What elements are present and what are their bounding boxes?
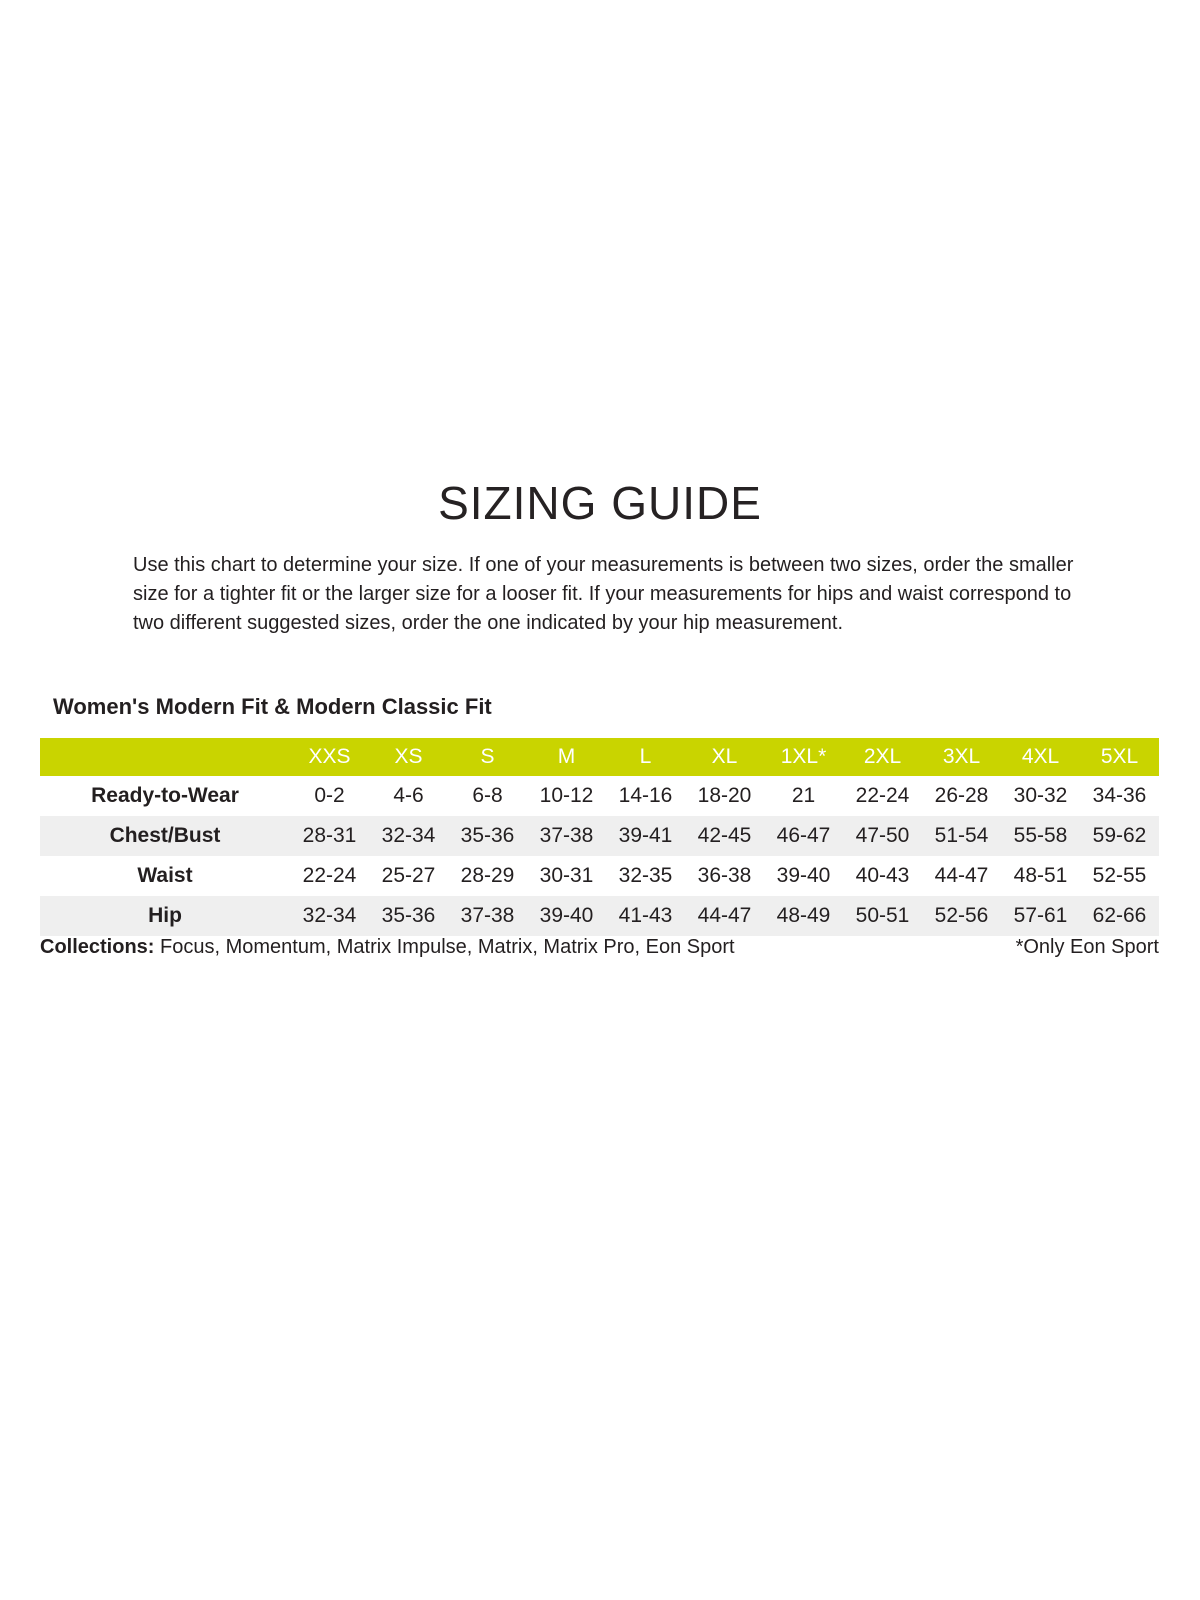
intro-line: size for a tighter fit or the larger size for a looser fit. If your measurements for hips and waist correspond to: [133, 583, 1072, 605]
size-table-cell: 37-38: [448, 896, 527, 936]
size-table-header-row: [40, 738, 1159, 776]
size-table-cell: 50-51: [843, 896, 922, 936]
size-table-cell: 6-8: [472, 784, 503, 807]
size-table-cell: 10-12: [539, 784, 594, 807]
size-table-cell: 28-31: [290, 816, 369, 856]
page-title: SIZING GUIDE: [438, 477, 762, 529]
size-table-row: [40, 856, 1159, 896]
size-table-cell: 0-2: [314, 784, 345, 807]
size-table-cell: 26-28: [934, 784, 989, 807]
size-table-cell: 35-36: [369, 896, 448, 936]
size-table-col-header: 5XL: [1080, 738, 1159, 776]
size-table-row: [40, 816, 1159, 856]
size-table-cell: 22-24: [302, 864, 357, 887]
size-table-cell: 51-54: [922, 816, 1001, 856]
size-table-row-label: Hip: [40, 896, 290, 936]
size-table-col-header: 4XL: [1001, 738, 1080, 776]
size-table-cell: 48-51: [1013, 864, 1068, 887]
intro-line: Use this chart to determine your size. If one of your measurements is between two sizes, order the smaller: [133, 554, 1074, 576]
size-table-cell: 34-36: [1092, 784, 1147, 807]
size-table-cell: 57-61: [1001, 896, 1080, 936]
size-table-cell: 32-34: [369, 816, 448, 856]
size-table-cell: 52-55: [1092, 864, 1147, 887]
size-table-cell: 35-36: [448, 816, 527, 856]
size-table-cell: 59-62: [1080, 816, 1159, 856]
size-table-cell: 30-31: [539, 864, 594, 887]
size-table-cell: 42-45: [685, 816, 764, 856]
size-table-col-header: XXS: [290, 738, 369, 776]
collections-list: Focus, Momentum, Matrix Impulse, Matrix, Matrix Pro, Eon Sport: [154, 936, 735, 958]
size-table-row-label: Waist: [137, 864, 193, 887]
size-table-cell: 55-58: [1001, 816, 1080, 856]
size-table-container: [40, 738, 1159, 936]
size-table-cell: 18-20: [697, 784, 752, 807]
size-table-cell: 36-38: [697, 864, 752, 887]
size-table-cell: 46-47: [764, 816, 843, 856]
size-table-cell: 32-35: [618, 864, 673, 887]
size-table-cell: 41-43: [606, 896, 685, 936]
size-table-cell: 14-16: [618, 784, 673, 807]
collections-text: [40, 936, 735, 959]
collections-note: [40, 936, 1159, 959]
size-table: [40, 738, 1159, 936]
size-table-cell: 30-32: [1013, 784, 1068, 807]
size-table-cell: 47-50: [843, 816, 922, 856]
intro-paragraph: [133, 551, 1093, 638]
size-table-cell: 32-34: [290, 896, 369, 936]
size-table-cell: 22-24: [855, 784, 910, 807]
size-table-row: [40, 776, 1159, 816]
size-table-col-header: XL: [685, 738, 764, 776]
size-table-cell: 62-66: [1080, 896, 1159, 936]
size-table-col-header: L: [606, 738, 685, 776]
size-table-cell: 21: [791, 784, 816, 807]
footnote: *Only Eon Sport: [1015, 936, 1159, 958]
size-table-col-header: M: [527, 738, 606, 776]
size-table-row: [40, 896, 1159, 936]
size-table-cell: 39-41: [606, 816, 685, 856]
size-table-col-header: 3XL: [922, 738, 1001, 776]
intro-line: two different suggested sizes, order the one indicated by your hip measurement.: [133, 612, 844, 634]
size-table-cell: 39-40: [776, 864, 831, 887]
size-table-cell: 48-49: [764, 896, 843, 936]
size-table-cell: 4-6: [393, 784, 424, 807]
size-table-cell: 37-38: [527, 816, 606, 856]
size-table-col-header: XS: [369, 738, 448, 776]
section-heading: Women's Modern Fit & Modern Classic Fit: [53, 694, 492, 719]
size-table-col-header: 2XL: [843, 738, 922, 776]
size-table-col-header: S: [448, 738, 527, 776]
size-table-cell: 44-47: [934, 864, 989, 887]
size-table-cell: 44-47: [685, 896, 764, 936]
size-table-row-label: Ready-to-Wear: [91, 784, 239, 807]
size-table-corner-cell: [40, 738, 290, 776]
size-table-cell: 39-40: [527, 896, 606, 936]
size-table-cell: 52-56: [922, 896, 1001, 936]
size-table-cell: 25-27: [381, 864, 436, 887]
size-table-col-header: 1XL*: [764, 738, 843, 776]
size-table-row-label: Chest/Bust: [40, 816, 290, 856]
size-table-cell: 28-29: [460, 864, 515, 887]
size-table-body: [40, 776, 1159, 936]
size-table-cell: 40-43: [855, 864, 910, 887]
collections-label: Collections:: [40, 936, 155, 958]
